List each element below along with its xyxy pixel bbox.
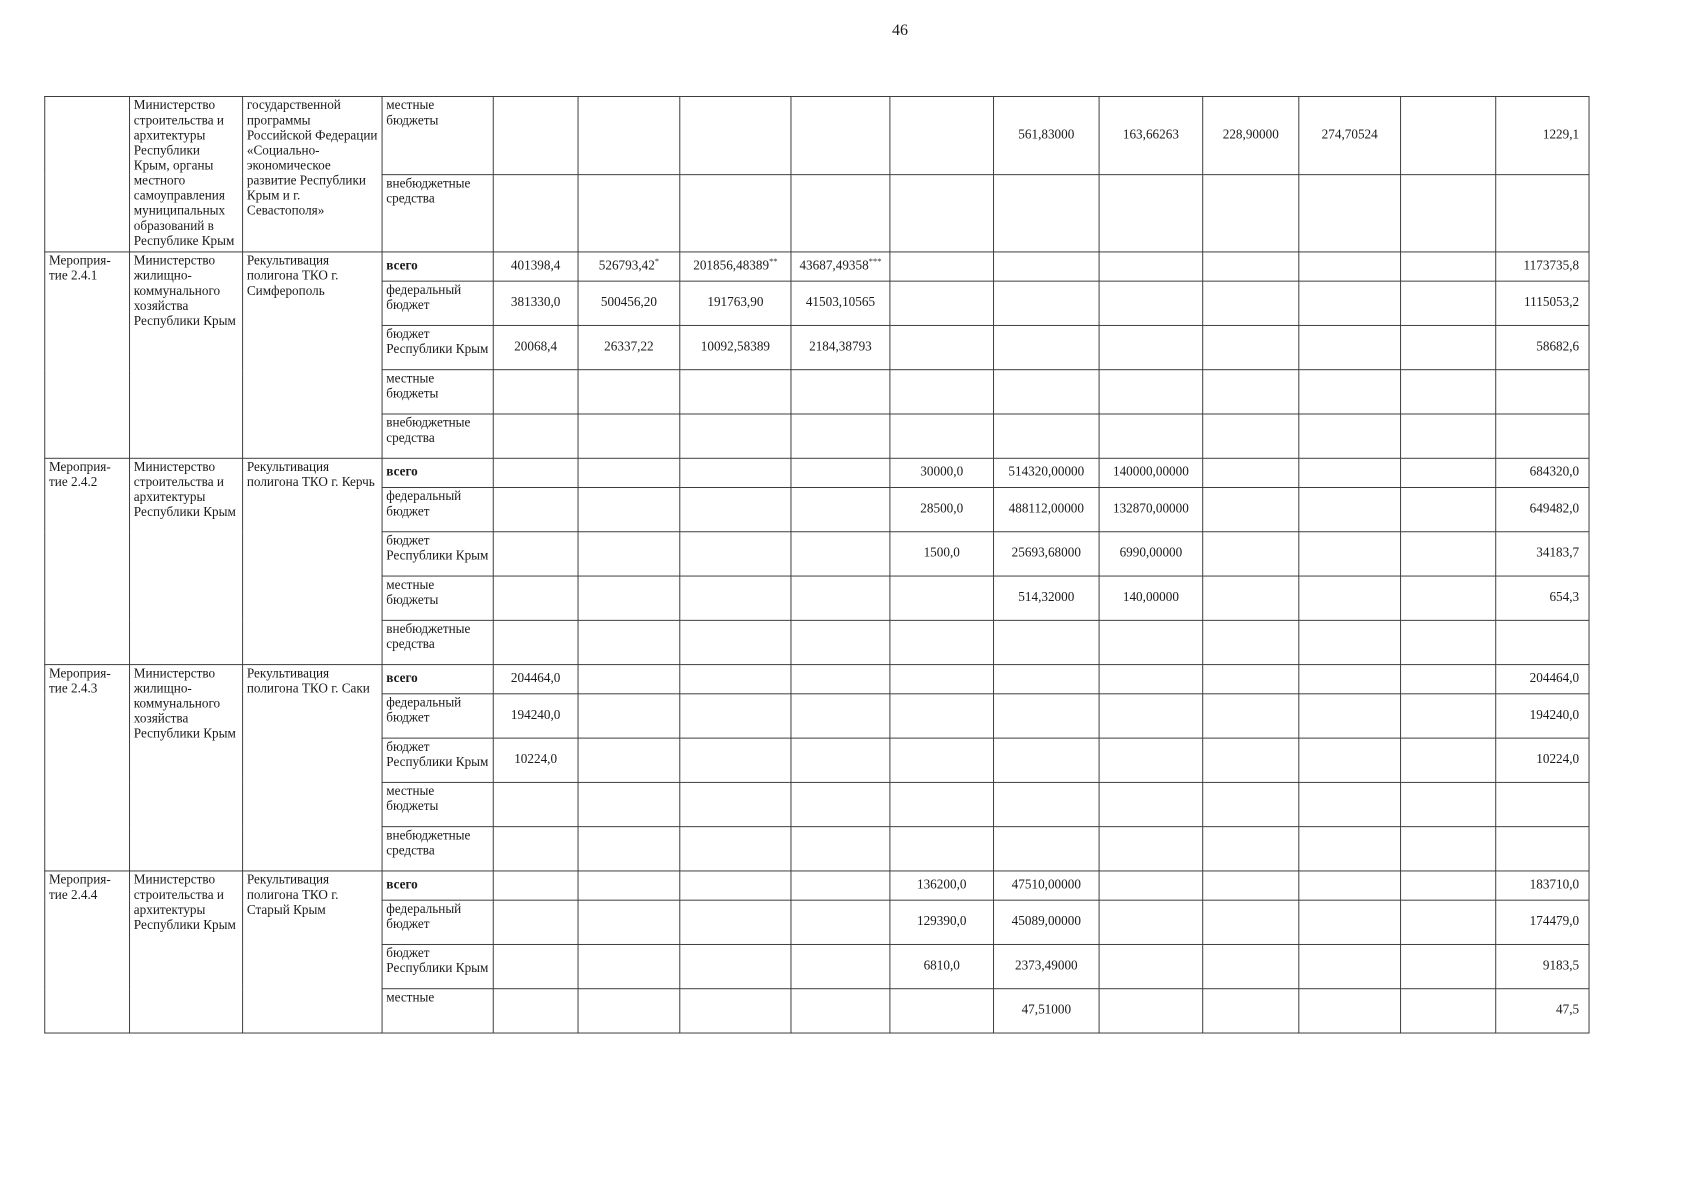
value-cell (578, 694, 680, 738)
value-cell (1299, 325, 1401, 369)
budget-table (44, 96, 1589, 1033)
total-cell (1496, 370, 1589, 414)
funding-source-cell: всего (382, 458, 493, 487)
value-cell (890, 174, 994, 252)
value-cell (1203, 738, 1299, 782)
value-cell (493, 532, 578, 576)
value-cell (680, 782, 791, 826)
value-cell (994, 281, 1100, 325)
value-cell (680, 871, 791, 900)
value-cell (578, 576, 680, 620)
value-cell (1203, 532, 1299, 576)
object-cell: Рекультивация полигона ТКО г. Керчь (243, 458, 382, 664)
funding-source-cell: бюджет Республики Крым (382, 944, 493, 988)
value-cell (890, 96, 994, 174)
total-cell (1496, 782, 1589, 826)
value-cell (1099, 738, 1203, 782)
value-cell (1099, 414, 1203, 458)
value-cell (890, 325, 994, 369)
activity-id-cell: Мероприя-тие 2.4.3 (45, 665, 130, 871)
value-cell (578, 370, 680, 414)
value-cell (1401, 252, 1496, 281)
value-cell (493, 900, 578, 944)
object-cell: государственной программы Российской Федерации «Социально-экономическое развитие Республики Крым и г. Севастополя» (243, 96, 382, 251)
value-cell (890, 620, 994, 664)
page-number: 46 (892, 22, 908, 39)
object-cell: Рекультивация полигона ТКО г. Симферополь (243, 252, 382, 458)
value-cell (493, 370, 578, 414)
value-cell (791, 944, 890, 988)
footnote-marker: *** (868, 256, 882, 266)
value-cell: 2373,49000 (994, 944, 1100, 988)
value-cell (1401, 665, 1496, 694)
funding-source-cell: внебюджетные средства (382, 414, 493, 458)
value-cell (578, 782, 680, 826)
total-cell: 34183,7 (1496, 532, 1589, 576)
total-cell: 1173735,8 (1496, 252, 1589, 281)
value-cell (680, 694, 791, 738)
value-cell (791, 414, 890, 458)
responsible-cell: Министерство строительства и архитектуры Республики Крым (130, 458, 243, 664)
value-cell (680, 174, 791, 252)
value-cell (994, 738, 1100, 782)
activity-id-cell (45, 96, 130, 251)
value-cell (1203, 900, 1299, 944)
value-cell (1099, 665, 1203, 694)
total-cell: 649482,0 (1496, 487, 1589, 531)
value-cell (493, 414, 578, 458)
funding-source-cell: внебюджетные средства (382, 174, 493, 252)
value-cell (578, 827, 680, 871)
value-cell (890, 370, 994, 414)
value-cell: 1500,0 (890, 532, 994, 576)
value-cell (680, 900, 791, 944)
total-cell (1496, 174, 1589, 252)
value-cell: 204464,0 (493, 665, 578, 694)
value-cell (1099, 174, 1203, 252)
value-cell (1401, 944, 1496, 988)
value-cell: 129390,0 (890, 900, 994, 944)
total-cell: 1229,1 (1496, 96, 1589, 174)
value-cell: 25693,68000 (994, 532, 1100, 576)
value-cell (1203, 325, 1299, 369)
total-cell: 10224,0 (1496, 738, 1589, 782)
value-cell: 488112,00000 (994, 487, 1100, 531)
total-cell: 684320,0 (1496, 458, 1589, 487)
value-cell (1203, 665, 1299, 694)
total-cell: 1115053,2 (1496, 281, 1589, 325)
value-cell (791, 871, 890, 900)
value-cell (1299, 900, 1401, 944)
value-cell (1099, 620, 1203, 664)
value-cell (578, 944, 680, 988)
activity-id-cell: Мероприя-тие 2.4.1 (45, 252, 130, 458)
value-cell (680, 944, 791, 988)
table-row (45, 458, 1589, 487)
value-cell (578, 96, 680, 174)
value-cell (1203, 174, 1299, 252)
value-cell (1299, 871, 1401, 900)
value-cell (994, 325, 1100, 369)
funding-source-cell: бюджет Республики Крым (382, 325, 493, 369)
value-cell: 201856,48389** (680, 252, 791, 281)
value-cell (493, 944, 578, 988)
value-cell (890, 252, 994, 281)
value-cell (890, 414, 994, 458)
value-cell: 500456,20 (578, 281, 680, 325)
value-cell (1099, 944, 1203, 988)
value-cell (578, 665, 680, 694)
value-cell: 6990,00000 (1099, 532, 1203, 576)
table-row (45, 665, 1589, 694)
value-cell (493, 458, 578, 487)
funding-source-cell: местные бюджеты (382, 576, 493, 620)
value-cell (578, 532, 680, 576)
value-cell (1401, 96, 1496, 174)
value-cell (578, 989, 680, 1033)
value-cell: 20068,4 (493, 325, 578, 369)
value-cell (1299, 414, 1401, 458)
value-cell (680, 96, 791, 174)
value-cell (1203, 944, 1299, 988)
value-cell (1203, 281, 1299, 325)
value-cell (493, 576, 578, 620)
value-cell: 41503,10565 (791, 281, 890, 325)
value-cell (1299, 782, 1401, 826)
responsible-cell: Министерство строительства и архитектуры Республики Крым (130, 871, 243, 1033)
value-cell (1299, 281, 1401, 325)
value-cell (1299, 458, 1401, 487)
value-cell (791, 900, 890, 944)
value-cell (680, 620, 791, 664)
value-cell (1203, 576, 1299, 620)
value-cell (1099, 325, 1203, 369)
value-cell (890, 989, 994, 1033)
value-cell (1099, 370, 1203, 414)
value-cell: 132870,00000 (1099, 487, 1203, 531)
footnote-marker: * (654, 256, 660, 266)
funding-source-cell: местные бюджеты (382, 782, 493, 826)
total-cell: 47,5 (1496, 989, 1589, 1033)
value-cell (791, 738, 890, 782)
value-cell (578, 174, 680, 252)
value-cell (1203, 458, 1299, 487)
value-cell: 194240,0 (493, 694, 578, 738)
total-cell: 183710,0 (1496, 871, 1589, 900)
value-cell (994, 620, 1100, 664)
value-cell (493, 989, 578, 1033)
funding-source-cell: всего (382, 665, 493, 694)
value-cell: 136200,0 (890, 871, 994, 900)
value-cell (890, 576, 994, 620)
total-cell: 204464,0 (1496, 665, 1589, 694)
funding-source-cell: федеральный бюджет (382, 487, 493, 531)
value-cell (1299, 487, 1401, 531)
value-cell (994, 414, 1100, 458)
total-cell: 654,3 (1496, 576, 1589, 620)
funding-source-cell: местные (382, 989, 493, 1033)
funding-source-cell: местные бюджеты (382, 96, 493, 174)
activity-id-cell: Мероприя-тие 2.4.4 (45, 871, 130, 1033)
value-cell (1401, 738, 1496, 782)
value-cell (1401, 827, 1496, 871)
value-cell (578, 458, 680, 487)
funding-source-cell: местные бюджеты (382, 370, 493, 414)
value-cell (994, 827, 1100, 871)
funding-source-cell: всего (382, 871, 493, 900)
value-cell (1401, 487, 1496, 531)
total-cell (1496, 620, 1589, 664)
responsible-cell: Министерство жилищно-коммунального хозяйства Республики Крым (130, 665, 243, 871)
value-cell (1099, 694, 1203, 738)
value-cell (1401, 694, 1496, 738)
value-cell: 28500,0 (890, 487, 994, 531)
value-cell: 6810,0 (890, 944, 994, 988)
value-cell (1401, 370, 1496, 414)
value-cell (1099, 871, 1203, 900)
value-cell (493, 871, 578, 900)
value-cell: 514320,00000 (994, 458, 1100, 487)
value-cell (1203, 370, 1299, 414)
value-cell (791, 827, 890, 871)
funding-source-cell: внебюджетные средства (382, 827, 493, 871)
value-cell (1203, 827, 1299, 871)
value-cell (890, 694, 994, 738)
value-cell (1299, 620, 1401, 664)
value-cell (680, 665, 791, 694)
value-cell (1203, 414, 1299, 458)
total-cell: 58682,6 (1496, 325, 1589, 369)
value-cell: 10224,0 (493, 738, 578, 782)
value-cell (1401, 989, 1496, 1033)
value-cell (1401, 620, 1496, 664)
value-cell (578, 738, 680, 782)
value-cell (680, 370, 791, 414)
value-cell (1299, 532, 1401, 576)
value-cell: 47510,00000 (994, 871, 1100, 900)
value-cell (1203, 989, 1299, 1033)
value-cell (680, 989, 791, 1033)
value-cell: 140,00000 (1099, 576, 1203, 620)
value-cell (890, 665, 994, 694)
value-cell (1203, 620, 1299, 664)
value-cell (791, 782, 890, 826)
value-cell (791, 620, 890, 664)
value-cell: 30000,0 (890, 458, 994, 487)
value-cell (1099, 989, 1203, 1033)
value-cell (1401, 871, 1496, 900)
value-cell: 140000,00000 (1099, 458, 1203, 487)
funding-source-cell: федеральный бюджет (382, 281, 493, 325)
value-cell (890, 782, 994, 826)
value-cell: 26337,22 (578, 325, 680, 369)
value-cell: 45089,00000 (994, 900, 1100, 944)
responsible-cell: Министерство жилищно-коммунального хозяйства Республики Крым (130, 252, 243, 458)
total-cell: 194240,0 (1496, 694, 1589, 738)
activity-id-cell: Мероприя-тие 2.4.2 (45, 458, 130, 664)
value-cell (1203, 694, 1299, 738)
funding-source-cell: всего (382, 252, 493, 281)
value-cell (1099, 900, 1203, 944)
value-cell (680, 576, 791, 620)
value-cell: 43687,49358*** (791, 252, 890, 281)
value-cell (1099, 827, 1203, 871)
value-cell: 514,32000 (994, 576, 1100, 620)
value-cell (1203, 252, 1299, 281)
value-cell (890, 281, 994, 325)
table-row (45, 252, 1589, 281)
value-cell (1099, 782, 1203, 826)
funding-source-cell: федеральный бюджет (382, 900, 493, 944)
value-cell: 561,83000 (994, 96, 1100, 174)
value-cell (578, 414, 680, 458)
value-cell (493, 487, 578, 531)
value-cell: 47,51000 (994, 989, 1100, 1033)
value-cell (791, 96, 890, 174)
value-cell (1401, 900, 1496, 944)
value-cell (1299, 174, 1401, 252)
value-cell (578, 900, 680, 944)
value-cell: 2184,38793 (791, 325, 890, 369)
value-cell (1203, 782, 1299, 826)
object-cell: Рекультивация полигона ТКО г. Старый Крым (243, 871, 382, 1033)
value-cell: 526793,42* (578, 252, 680, 281)
value-cell (493, 827, 578, 871)
total-cell (1496, 827, 1589, 871)
value-cell (1099, 252, 1203, 281)
total-cell (1496, 414, 1589, 458)
value-cell (994, 174, 1100, 252)
funding-source-cell: внебюджетные средства (382, 620, 493, 664)
value-cell (493, 174, 578, 252)
responsible-cell: Министерство строительства и архитектуры Республики Крым, органы местного самоуправления муниципальных образований в Республике Крым (130, 96, 243, 251)
total-cell: 9183,5 (1496, 944, 1589, 988)
value-cell (680, 532, 791, 576)
value-cell (578, 620, 680, 664)
value-cell: 191763,90 (680, 281, 791, 325)
value-cell (1299, 576, 1401, 620)
value-cell (493, 96, 578, 174)
value-cell (680, 738, 791, 782)
value-cell (578, 871, 680, 900)
value-cell (791, 576, 890, 620)
object-cell: Рекультивация полигона ТКО г. Саки (243, 665, 382, 871)
value-cell (994, 665, 1100, 694)
footnote-marker: ** (769, 256, 778, 266)
value-cell (680, 414, 791, 458)
value-cell (994, 370, 1100, 414)
value-cell (1299, 665, 1401, 694)
value-cell (791, 665, 890, 694)
value-cell (1299, 738, 1401, 782)
value-cell (1401, 532, 1496, 576)
value-cell: 163,66263 (1099, 96, 1203, 174)
value-cell (578, 487, 680, 531)
value-cell: 401398,4 (493, 252, 578, 281)
table-row (45, 871, 1589, 900)
value-cell (1299, 694, 1401, 738)
value-cell (680, 458, 791, 487)
value-cell: 381330,0 (493, 281, 578, 325)
value-cell (1401, 576, 1496, 620)
value-cell (791, 694, 890, 738)
value-cell (493, 782, 578, 826)
value-cell: 228,90000 (1203, 96, 1299, 174)
value-cell (680, 487, 791, 531)
table-row (45, 96, 1589, 174)
value-cell: 10092,58389 (680, 325, 791, 369)
funding-source-cell: бюджет Республики Крым (382, 532, 493, 576)
value-cell (994, 782, 1100, 826)
value-cell (791, 458, 890, 487)
value-cell (1401, 325, 1496, 369)
funding-source-cell: бюджет Республики Крым (382, 738, 493, 782)
value-cell (1203, 487, 1299, 531)
value-cell (994, 252, 1100, 281)
value-cell (1401, 782, 1496, 826)
total-cell: 174479,0 (1496, 900, 1589, 944)
value-cell (1401, 414, 1496, 458)
value-cell (1203, 871, 1299, 900)
value-cell (994, 694, 1100, 738)
value-cell (1401, 174, 1496, 252)
value-cell (890, 738, 994, 782)
value-cell (680, 827, 791, 871)
value-cell (493, 620, 578, 664)
value-cell (791, 174, 890, 252)
value-cell (791, 989, 890, 1033)
value-cell (1299, 252, 1401, 281)
funding-source-cell: федеральный бюджет (382, 694, 493, 738)
table-body (45, 96, 1589, 1033)
value-cell (791, 487, 890, 531)
value-cell (791, 370, 890, 414)
value-cell (1299, 944, 1401, 988)
value-cell (1299, 827, 1401, 871)
value-cell (1099, 281, 1203, 325)
value-cell (1401, 281, 1496, 325)
value-cell (890, 827, 994, 871)
value-cell (1299, 370, 1401, 414)
value-cell (1299, 989, 1401, 1033)
value-cell (1401, 458, 1496, 487)
value-cell: 274,70524 (1299, 96, 1401, 174)
value-cell (791, 532, 890, 576)
